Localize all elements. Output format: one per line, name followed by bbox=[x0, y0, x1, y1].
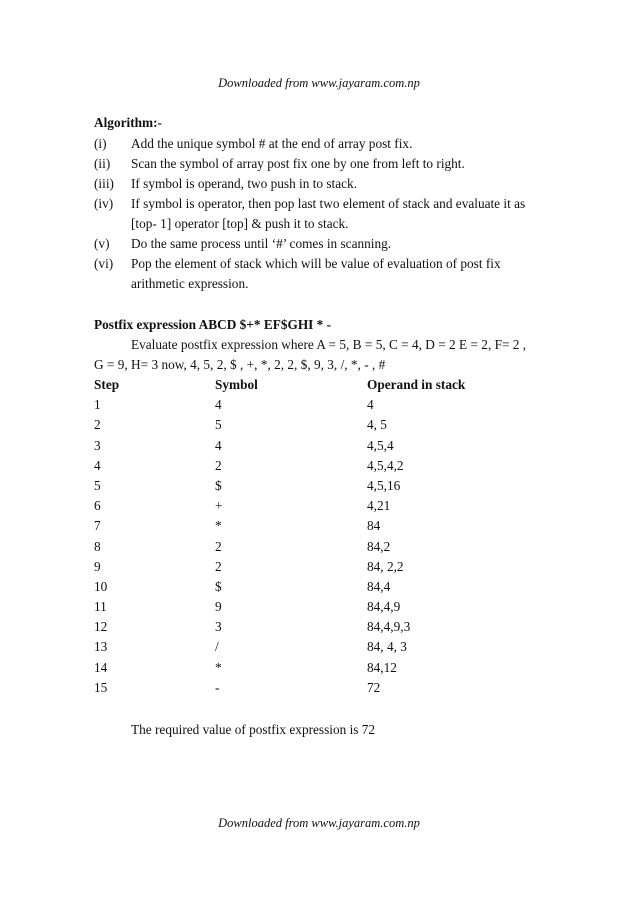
table-row bbox=[94, 678, 554, 698]
cell-step: 13 bbox=[94, 639, 108, 655]
cell-step: 7 bbox=[94, 518, 101, 534]
table-row bbox=[94, 436, 554, 456]
step-text: Do the same process until ‘#’ comes in scanning. bbox=[131, 236, 392, 251]
cell-operand: 84,12 bbox=[367, 659, 397, 675]
cell-symbol: $ bbox=[215, 477, 222, 493]
cell-step: 2 bbox=[94, 417, 101, 433]
algorithm-title: Algorithm:- bbox=[94, 115, 162, 130]
cell-step: 14 bbox=[94, 659, 108, 675]
cell-operand: 4,5,16 bbox=[367, 477, 401, 493]
cell-step: 11 bbox=[94, 599, 107, 615]
table-row bbox=[94, 496, 554, 516]
algorithm-step bbox=[94, 254, 554, 294]
cell-symbol: * bbox=[215, 518, 222, 534]
cell-symbol: / bbox=[215, 639, 219, 655]
result-text: The required value of postfix expression is 72 bbox=[131, 722, 376, 737]
postfix-description bbox=[94, 335, 554, 375]
algorithm-step bbox=[94, 194, 554, 234]
postfix-line-2: G = 9, H= 3 now, 4, 5, 2, $ , +, *, 2, 2, $, 9, 3, /, *, - , # bbox=[94, 357, 386, 372]
cell-step: 10 bbox=[94, 578, 108, 594]
table-row bbox=[94, 516, 554, 536]
step-text: If symbol is operand, two push in to stack. bbox=[131, 176, 358, 191]
header-operand: Operand in stack bbox=[367, 377, 466, 392]
cell-operand: 84,4,9,3 bbox=[367, 619, 411, 635]
cell-symbol: 5 bbox=[215, 417, 222, 433]
table-row bbox=[94, 577, 554, 597]
cell-operand: 4,21 bbox=[367, 498, 391, 514]
cell-step: 15 bbox=[94, 679, 108, 695]
table-row bbox=[94, 456, 554, 476]
cell-step: 6 bbox=[94, 498, 101, 514]
algorithm-step bbox=[94, 174, 554, 194]
cell-step: 5 bbox=[94, 477, 101, 493]
page-footer: Downloaded from www.jayaram.com.np bbox=[218, 816, 420, 830]
step-number: (iii) bbox=[94, 176, 114, 191]
cell-operand: 84, 2,2 bbox=[367, 558, 404, 574]
table-header-row bbox=[94, 375, 554, 395]
cell-operand: 84,2 bbox=[367, 538, 391, 554]
cell-step: 3 bbox=[94, 437, 101, 453]
table-row bbox=[94, 476, 554, 496]
cell-step: 12 bbox=[94, 619, 108, 635]
table-row bbox=[94, 537, 554, 557]
evaluation-table bbox=[94, 375, 554, 698]
cell-operand: 84, 4, 3 bbox=[367, 639, 407, 655]
cell-step: 1 bbox=[94, 397, 101, 413]
table-row bbox=[94, 395, 554, 415]
step-number: (v) bbox=[94, 236, 110, 251]
header-symbol: Symbol bbox=[215, 377, 258, 392]
cell-operand: 84,4,9 bbox=[367, 599, 401, 615]
cell-operand: 4, 5 bbox=[367, 417, 387, 433]
cell-operand: 4 bbox=[367, 397, 374, 413]
header-step: Step bbox=[94, 377, 120, 392]
step-text: Scan the symbol of array post fix one by one from left to right. bbox=[131, 156, 465, 171]
table-row bbox=[94, 557, 554, 577]
cell-step: 9 bbox=[94, 558, 101, 574]
step-text: If symbol is operator, then pop last two element of stack and evaluate it as [top- 1] operator [top] & push it to stack. bbox=[131, 196, 526, 231]
algorithm-steps bbox=[94, 134, 554, 294]
cell-symbol: 3 bbox=[215, 619, 222, 635]
cell-symbol: * bbox=[215, 659, 222, 675]
step-text: Pop the element of stack which will be value of evaluation of post fix arithmetic expression. bbox=[131, 256, 501, 291]
cell-symbol: 9 bbox=[215, 599, 222, 615]
step-number: (iv) bbox=[94, 196, 114, 211]
cell-operand: 4,5,4 bbox=[367, 437, 394, 453]
cell-operand: 72 bbox=[367, 679, 381, 695]
step-text: Add the unique symbol # at the end of array post fix. bbox=[131, 136, 413, 151]
postfix-title: Postfix expression ABCD $+* EF$GHI * - bbox=[94, 317, 332, 332]
algorithm-step bbox=[94, 134, 554, 154]
table-row bbox=[94, 597, 554, 617]
table-row bbox=[94, 637, 554, 657]
table-row bbox=[94, 617, 554, 637]
step-number: (ii) bbox=[94, 156, 111, 171]
cell-symbol: $ bbox=[215, 578, 222, 594]
cell-step: 8 bbox=[94, 538, 101, 554]
cell-operand: 84 bbox=[367, 518, 381, 534]
page-header: Downloaded from www.jayaram.com.np bbox=[218, 76, 420, 90]
step-number: (vi) bbox=[94, 256, 114, 271]
algorithm-step bbox=[94, 154, 554, 174]
cell-symbol: + bbox=[215, 498, 223, 514]
cell-symbol: - bbox=[215, 679, 220, 695]
table-body bbox=[94, 395, 554, 698]
cell-symbol: 2 bbox=[215, 457, 222, 473]
algorithm-step bbox=[94, 234, 554, 254]
step-number: (i) bbox=[94, 136, 107, 151]
cell-symbol: 2 bbox=[215, 558, 222, 574]
cell-symbol: 4 bbox=[215, 397, 222, 413]
cell-operand: 84,4 bbox=[367, 578, 391, 594]
table-row bbox=[94, 658, 554, 678]
cell-operand: 4,5,4,2 bbox=[367, 457, 404, 473]
table-row bbox=[94, 415, 554, 435]
postfix-line-1: Evaluate postfix expression where A = 5, B = 5, C = 4, D = 2 E = 2, F= 2 , bbox=[131, 337, 527, 352]
cell-symbol: 4 bbox=[215, 437, 222, 453]
cell-step: 4 bbox=[94, 457, 101, 473]
cell-symbol: 2 bbox=[215, 538, 222, 554]
